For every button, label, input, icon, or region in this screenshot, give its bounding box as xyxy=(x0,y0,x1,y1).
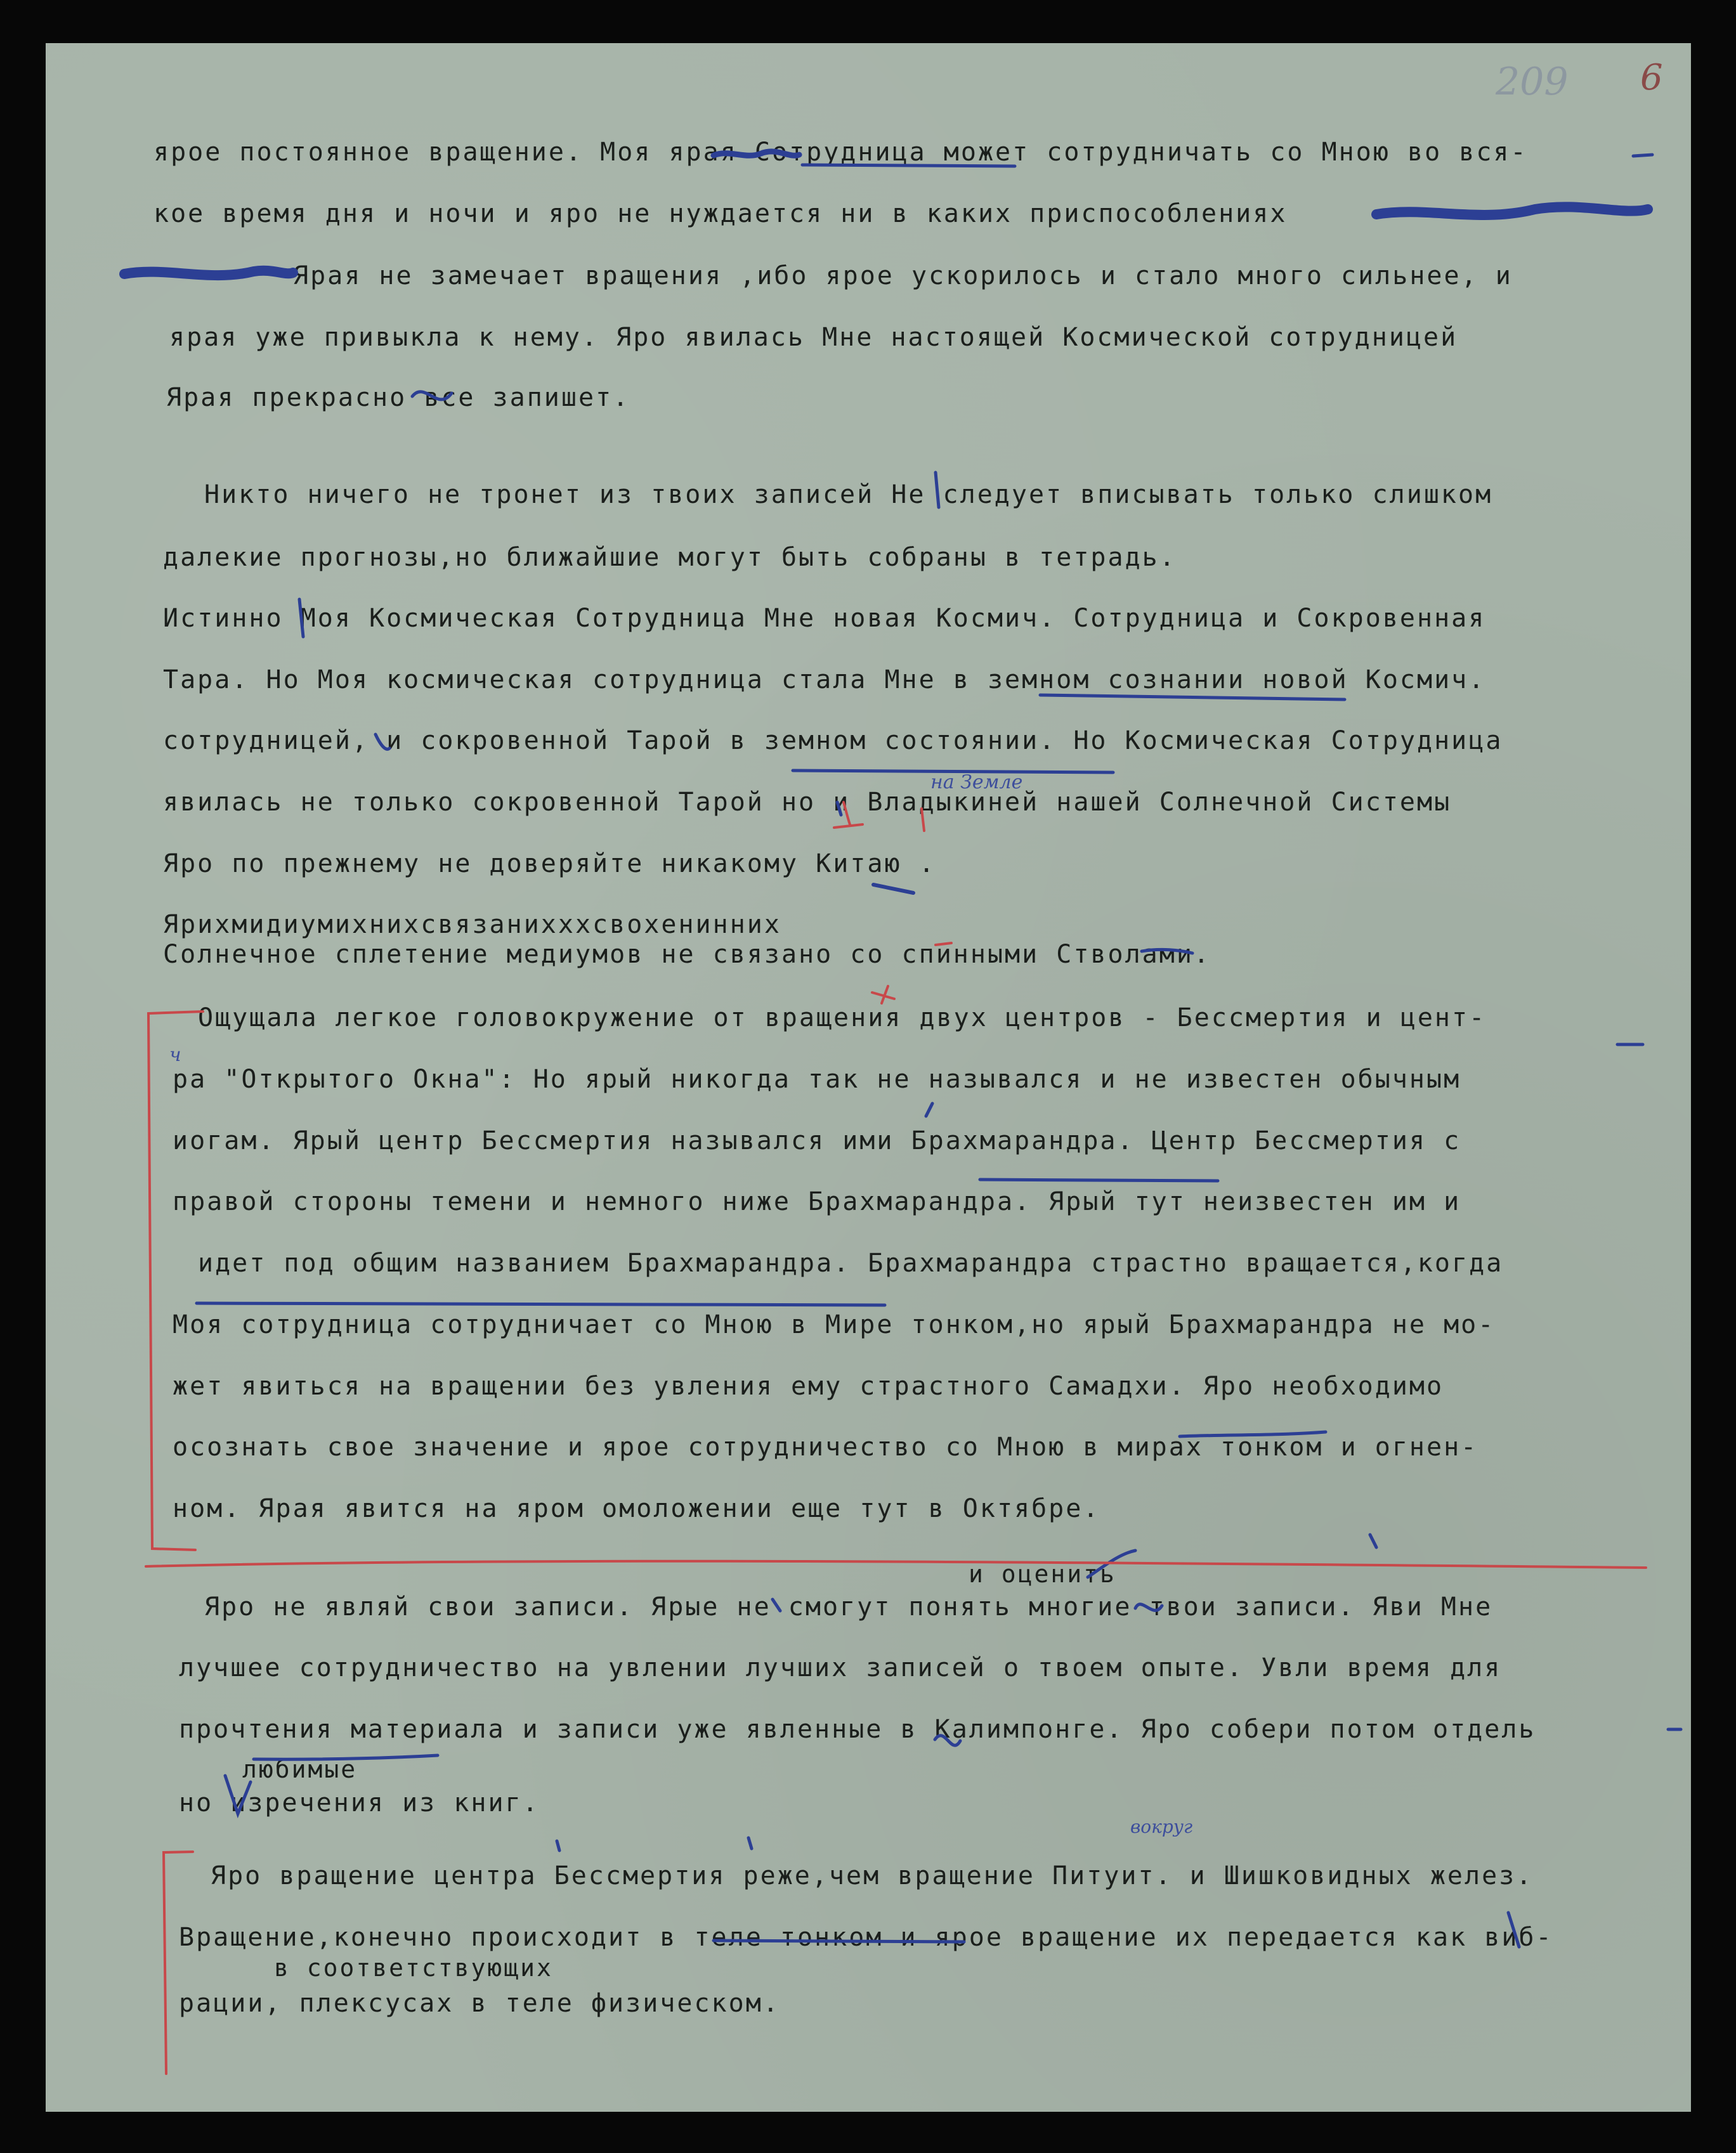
text-line-1: ярое постоянное вращение. Моя ярая Сотрудница может сотрудничать со Мною во вся- xyxy=(153,138,1528,167)
text-line-23: Яро не являй свои записи. Ярые не смогут понять многие твои записи. Яви Мне xyxy=(204,1592,1493,1622)
typed-insertion-2: любимые xyxy=(242,1755,358,1783)
text-line-19: Моя сотрудница сотрудничает со Мною в Мире тонком,но ярый Брахмарандра не мо- xyxy=(173,1310,1496,1339)
handwritten-note-letter: ч xyxy=(169,1044,181,1066)
text-line-10: сотрудницей, и сокровенной Тарой в земном состоянии. Но Космическая Сотрудница xyxy=(163,726,1503,755)
text-line-16: иогам. Ярый центр Бессмертия назывался ими Брахмарандра. Центр Бессмертия с xyxy=(173,1126,1461,1155)
handwritten-note-on-earth: на Земле xyxy=(930,771,1023,793)
text-line-5: Ярая прекрасно все запишет. xyxy=(166,383,630,412)
text-line-17: правой стороны темени и немного ниже Брахмарандра. Ярый тут неизвестен им и xyxy=(173,1187,1461,1216)
text-line-struck: Ярихмидиумихнихсвязанихххсвохенинних xyxy=(163,910,781,939)
text-line-3: Ярая не замечает вращения ,ибо ярое ускорилось и стало много сильнее, и xyxy=(293,261,1513,290)
folio-number: 209 xyxy=(1496,60,1569,104)
text-line-25: прочтения материала и записи уже явленные в Калимпонге. Яро собери потом отдель xyxy=(179,1715,1536,1744)
text-line-26: но изречения из книг. xyxy=(179,1788,540,1818)
text-line-7: далекие прогнозы,но ближайшие могут быть собраны в тетрадь. xyxy=(163,543,1177,572)
text-line-4: ярая уже привыкла к нему. Яро явилась Мне настоящей Космической сотрудницей xyxy=(169,323,1458,352)
text-line-22: ном. Ярая явится на яром омоложении еще тут в Октябре. xyxy=(173,1494,1100,1523)
text-line-18: идет под общим названием Брахмарандра. Брахмарандра страстно вращается,когда xyxy=(198,1249,1504,1278)
text-line-15: ра "Открытого Окна": Но ярый никогда так не назывался и не известен обычным xyxy=(173,1065,1461,1094)
text-line-13: Солнечное сплетение медиумов не связано со спинными Стволами. xyxy=(163,940,1211,969)
typed-insertion-3: в соответствующих xyxy=(274,1954,553,1982)
text-line-28: Вращение,конечно происходит в теле тонком и ярое вращение их передается как виб- xyxy=(179,1923,1553,1952)
text-line-21: осознать свое значение и ярое сотрудничество со Мною в мирах тонком и огнен- xyxy=(173,1433,1478,1462)
text-line-12: Яро по прежнему не доверяйте никакому Китаю . xyxy=(163,849,936,878)
typed-insertion-1: и оценить xyxy=(969,1560,1116,1588)
text-line-29: рации, плексусах в теле физическом. xyxy=(179,1989,780,2018)
text-line-2: кое время дня и ночи и яро не нуждается ни в каких приспособлениях xyxy=(153,199,1288,228)
text-line-27: Яро вращение центра Бессмертия реже,чем вращение Питуит. и Шишковидных желез. xyxy=(211,1861,1534,1890)
document-page xyxy=(46,43,1691,2112)
text-line-6: Никто ничего не тронет из твоих записей Не следует вписывать только слишком xyxy=(204,480,1493,509)
text-line-14: Ощущала легкое головокружение от вращения двух центров - Бессмертия и цент- xyxy=(198,1003,1487,1032)
folio-mark: 6 xyxy=(1640,57,1663,98)
text-line-24: лучшее сотрудничество на увлении лучших записей о твоем опыте. Увли время для xyxy=(179,1653,1502,1682)
text-line-20: жет явиться на вращении без увления ему страстного Самадхи. Яро необходимо xyxy=(173,1372,1444,1401)
text-line-8: Истинно Моя Космическая Сотрудница Мне новая Космич. Сотрудница и Сокровенная xyxy=(163,604,1486,633)
handwritten-note-around: вокруг xyxy=(1130,1816,1193,1837)
text-line-11: явилась не только сокровенной Тарой но и Владыкиней нашей Солнечной Системы xyxy=(163,788,1452,817)
text-line-9: Тара. Но Моя космическая сотрудница стала Мне в земном сознании новой Космич. xyxy=(163,665,1486,694)
